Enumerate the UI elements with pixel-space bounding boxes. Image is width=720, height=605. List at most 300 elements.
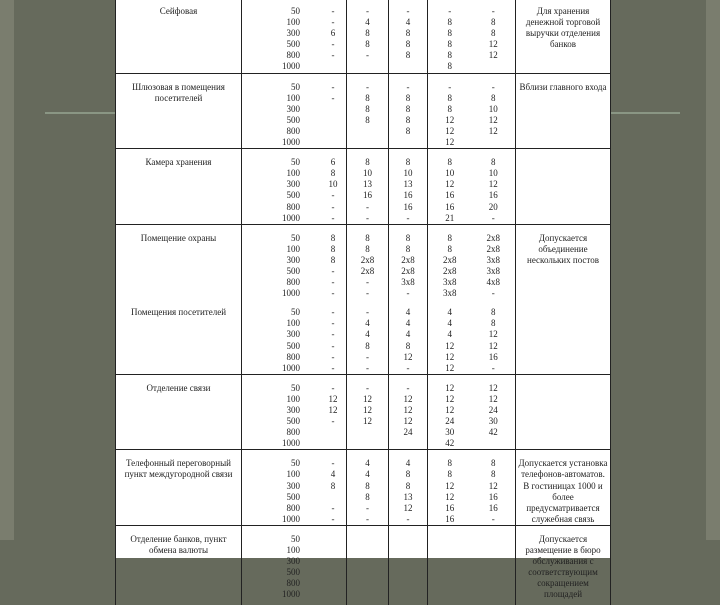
table-value: 21 [445, 212, 455, 223]
table-value: 8 [330, 254, 336, 265]
capacity-value: 1000 [282, 61, 300, 72]
table-value [472, 534, 516, 545]
table-value: 4 [365, 17, 370, 28]
table-value: - [331, 288, 335, 299]
table-value: - [406, 382, 410, 393]
table-value: 3x8 [443, 277, 457, 288]
table-value: - [331, 212, 335, 223]
table-value [320, 438, 346, 449]
table-value: 8 [447, 28, 452, 39]
table-value: 10 [488, 103, 498, 114]
table-row [116, 299, 611, 374]
table-value: 4x8 [486, 277, 500, 288]
note-cell [516, 299, 611, 374]
table-value [428, 545, 472, 556]
capacity-value: 100 [286, 393, 300, 404]
capacity-value: 50 [291, 533, 300, 544]
capacity-value: 500 [286, 265, 300, 276]
capacity-value: 100 [286, 469, 300, 480]
table-value: 12 [488, 382, 498, 393]
table-value: 16 [445, 513, 455, 524]
table-value: 8 [330, 232, 336, 243]
table-value [428, 567, 472, 578]
table-value: 30 [445, 427, 455, 438]
table-value: 12 [488, 39, 498, 50]
value-cell [428, 73, 516, 149]
table-value: - [331, 416, 335, 427]
premise-name: Шлюзовая в помещения посетителей [116, 73, 242, 149]
capacity-value: 1000 [282, 513, 300, 524]
table-value: 2x8 [486, 232, 500, 243]
table-value: 8 [447, 157, 452, 168]
table-value [347, 427, 388, 438]
capacity-value: 100 [286, 243, 300, 254]
table-value: 12 [488, 125, 498, 136]
table-row [116, 525, 611, 605]
table-value [347, 545, 388, 556]
table-value: - [331, 382, 335, 393]
table-value [472, 578, 516, 589]
table-value: 4 [447, 307, 452, 318]
table-value [389, 438, 427, 449]
table-value: 8 [405, 28, 411, 39]
value-cell [347, 525, 389, 605]
capacity-value: 800 [286, 277, 300, 288]
table-value: 8 [405, 92, 411, 103]
table-value: - [491, 6, 495, 16]
table-value [320, 492, 346, 503]
table-value: 12 [445, 114, 455, 125]
table-value: 2x8 [443, 265, 457, 276]
table-value: 8 [365, 114, 370, 125]
capacity-value: 500 [286, 567, 300, 578]
value-cell [428, 450, 516, 526]
table-value: 12 [403, 502, 413, 513]
note-cell [516, 374, 611, 450]
table-value [347, 534, 388, 545]
capacity-value: 50 [291, 157, 300, 168]
table-value: - [366, 351, 369, 362]
table-value: 10 [445, 168, 455, 179]
value-cell [347, 0, 389, 73]
table-sheet [115, 0, 610, 600]
table-value: 8 [405, 232, 411, 243]
capacity-value: 500 [286, 39, 300, 50]
table-value: 12 [488, 179, 498, 190]
table-value: 16 [488, 351, 498, 362]
table-value: 12 [363, 393, 372, 404]
table-value: 8 [365, 232, 370, 243]
table-value: - [491, 288, 495, 299]
table-value [320, 589, 346, 600]
table-value: 12 [445, 362, 455, 373]
table-value: 8 [405, 50, 411, 61]
value-cell [428, 224, 516, 299]
table-value: 4 [405, 17, 411, 28]
table-value: 13 [403, 491, 413, 502]
capacity-value: 50 [291, 382, 300, 393]
table-value: 12 [328, 393, 338, 404]
capacity-value: 100 [286, 17, 300, 28]
table-value [389, 567, 427, 578]
table-value: 8 [365, 28, 370, 39]
table-value: 10 [403, 168, 413, 179]
table-value: - [331, 277, 335, 288]
table-value: 8 [405, 103, 411, 114]
table-value: 16 [445, 190, 455, 201]
table-value: 12 [445, 405, 455, 415]
table-value: - [406, 6, 410, 16]
table-value: 12 [445, 125, 455, 136]
table-value [389, 545, 427, 556]
table-value: 2x8 [401, 254, 415, 265]
capacity-value: 1000 [282, 438, 300, 449]
table-value: - [331, 17, 335, 28]
table-value: 2x8 [443, 254, 457, 265]
table-value: 24 [445, 416, 455, 427]
table-value: 12 [488, 329, 498, 340]
table-value [347, 137, 388, 148]
table-value: - [331, 502, 335, 513]
table-value: - [331, 201, 335, 212]
table-value: 16 [488, 502, 498, 513]
table-value: 4 [405, 458, 411, 469]
table-value: 12 [363, 416, 372, 427]
value-cell [347, 450, 389, 526]
table-value [320, 567, 346, 578]
table-value: 4 [365, 458, 370, 469]
value-cell [347, 224, 389, 299]
table-value: - [406, 513, 410, 524]
table-value: - [491, 513, 495, 524]
table-value [320, 556, 346, 567]
table-value: 8 [405, 114, 411, 125]
table-value: 8 [330, 168, 336, 179]
table-value: - [331, 340, 335, 351]
table-value: 4 [447, 329, 452, 340]
table-value: 8 [491, 318, 496, 329]
table-value: 8 [447, 39, 452, 50]
capacity-value: 500 [286, 340, 300, 351]
value-cell [389, 0, 428, 73]
table-row [116, 0, 611, 73]
note-cell: Вблизи главного входа [516, 73, 611, 149]
table-value: 16 [445, 201, 455, 212]
premise-name: Камера хранения [116, 149, 242, 225]
capacity-value: 300 [286, 28, 300, 39]
capacity-cell [242, 224, 347, 299]
table-value [347, 556, 388, 567]
table-value: - [331, 81, 335, 92]
table-value: 8 [365, 243, 370, 254]
table-value: 8 [491, 92, 496, 103]
table-value: 12 [363, 405, 372, 415]
capacity-value: 50 [291, 232, 300, 243]
table-value: 4 [365, 318, 370, 329]
value-cell [389, 299, 428, 374]
value-cell [389, 224, 428, 299]
table-value: - [331, 458, 335, 469]
table-value [347, 61, 388, 72]
table-value: 8 [405, 480, 411, 491]
table-value [347, 567, 388, 578]
table-value: 4 [405, 307, 411, 318]
table-value: 12 [445, 179, 455, 190]
table-value [389, 137, 427, 148]
decorative-line-right [610, 112, 680, 114]
table-value: 42 [445, 438, 455, 449]
table-value: 10 [328, 179, 338, 190]
capacity-value: 500 [286, 114, 300, 125]
table-value: 2x8 [360, 254, 375, 265]
table-value [472, 61, 516, 72]
table-value [472, 556, 516, 567]
value-cell [428, 149, 516, 225]
table-value [389, 578, 427, 589]
capacity-value: 500 [286, 416, 300, 427]
table-value: 12 [403, 351, 413, 362]
table-value: - [406, 212, 410, 223]
table-value: 8 [491, 307, 496, 318]
table-value: - [406, 81, 410, 92]
table-value: 8 [491, 17, 496, 28]
value-cell [428, 0, 516, 73]
capacity-value: 1000 [282, 212, 300, 223]
table-row [116, 73, 611, 149]
table-value: - [366, 81, 369, 92]
capacity-value: 1000 [282, 137, 300, 148]
table-value: - [366, 288, 369, 299]
table-value: 10 [488, 168, 498, 179]
table-value: 8 [405, 39, 411, 50]
capacity-value: 500 [286, 491, 300, 502]
capacity-value: 1000 [282, 362, 300, 373]
table-value: 16 [363, 190, 372, 201]
capacity-value: 100 [286, 545, 300, 556]
capacity-value: 800 [286, 502, 300, 513]
table-value: 3x8 [401, 277, 415, 288]
table-value: 8 [491, 157, 496, 168]
table-value: - [366, 307, 369, 318]
value-cell [389, 374, 428, 450]
table-value: 24 [403, 427, 413, 438]
slide-frame-left [0, 0, 14, 540]
value-cell [389, 149, 428, 225]
capacity-value: 100 [286, 318, 300, 329]
table-value: 8 [447, 458, 452, 469]
table-value [320, 61, 346, 72]
table-row [116, 149, 611, 225]
table-value: - [331, 265, 335, 276]
table-value: 4 [405, 329, 411, 340]
table-value: 8 [447, 103, 452, 114]
table-value: 16 [488, 190, 498, 201]
table-value: 12 [488, 340, 498, 351]
note-cell [516, 149, 611, 225]
value-cell [347, 299, 389, 374]
table-value: - [331, 39, 335, 50]
table-value: - [491, 81, 495, 92]
capacity-cell [242, 525, 347, 605]
value-cell [428, 299, 516, 374]
table-value: 8 [330, 480, 336, 491]
table-value: - [366, 382, 369, 393]
table-value [472, 545, 516, 556]
table-value: 12 [403, 405, 413, 415]
table-value [320, 534, 346, 545]
table-value [389, 589, 427, 600]
capacity-value: 100 [286, 168, 300, 179]
slide-frame-right [706, 0, 720, 540]
table-value: 8 [405, 340, 411, 351]
table-value [428, 534, 472, 545]
table-value: - [331, 351, 335, 362]
table-value: 2x8 [360, 265, 375, 276]
table-value: 12 [445, 382, 455, 393]
decorative-line-left [45, 112, 115, 114]
table-value: 6 [330, 157, 336, 168]
table-value: 4 [447, 318, 452, 329]
capacity-value: 100 [286, 92, 300, 103]
table-value: - [331, 513, 335, 524]
table-value [428, 589, 472, 600]
table-value: 8 [365, 340, 370, 351]
table-value: 8 [365, 103, 370, 114]
table-value [472, 438, 516, 449]
value-cell [389, 525, 428, 605]
table-value: 8 [447, 243, 452, 254]
table-value: - [366, 6, 369, 16]
table-value [320, 545, 346, 556]
table-value: 12 [445, 137, 455, 148]
table-value: - [331, 92, 335, 103]
table-value: 12 [328, 405, 338, 415]
premise-name: Отделение банков, пункт обмена валюты [116, 525, 242, 605]
table-value [320, 104, 346, 115]
premises-area-table [115, 0, 611, 605]
table-value: - [366, 212, 369, 223]
capacity-value: 800 [286, 351, 300, 362]
capacity-value: 50 [291, 307, 300, 318]
capacity-value: 800 [286, 50, 300, 61]
table-value: 24 [488, 405, 498, 415]
table-value [347, 578, 388, 589]
table-value [389, 534, 427, 545]
table-value [389, 61, 427, 72]
table-value: 8 [491, 28, 496, 39]
table-value: 3x8 [486, 254, 500, 265]
table-value: 12 [445, 351, 455, 362]
table-value: - [331, 318, 335, 329]
table-row [116, 450, 611, 526]
note-cell: Допускается объединение нескольких постов [516, 224, 611, 299]
table-value: 16 [403, 201, 413, 212]
table-value: - [331, 6, 335, 16]
capacity-value: 1000 [282, 288, 300, 299]
note-cell: Для хранения денежной торговой выручки отделения банков [516, 0, 611, 73]
table-row [116, 224, 611, 299]
table-value: - [448, 81, 452, 92]
capacity-value: 50 [291, 458, 300, 469]
table-value: 2x8 [486, 243, 500, 254]
capacity-cell [242, 0, 347, 73]
table-value: 8 [405, 243, 411, 254]
table-value: 8 [447, 50, 452, 61]
capacity-value: 300 [286, 179, 300, 190]
capacity-cell [242, 73, 347, 149]
table-value [320, 115, 346, 126]
table-value: 12 [445, 340, 455, 351]
table-value [472, 137, 516, 148]
capacity-value: 800 [286, 427, 300, 438]
table-value: 8 [365, 480, 370, 491]
table-value: - [406, 288, 410, 299]
capacity-value: 300 [286, 329, 300, 340]
capacity-value: 500 [286, 190, 300, 201]
table-value [389, 556, 427, 567]
table-value: 13 [403, 179, 413, 190]
table-value: 8 [447, 469, 452, 480]
capacity-cell [242, 374, 347, 450]
table-value: 8 [365, 39, 370, 50]
capacity-value: 800 [286, 125, 300, 136]
table-value: 10 [363, 168, 372, 179]
capacity-value: 800 [286, 201, 300, 212]
table-value: 12 [488, 393, 498, 404]
capacity-value: 800 [286, 578, 300, 589]
table-value: 12 [403, 416, 413, 427]
table-value: 20 [488, 201, 498, 212]
table-value: - [491, 212, 495, 223]
table-value: 12 [445, 491, 455, 502]
table-value [320, 427, 346, 438]
premise-name: Отделение связи [116, 374, 242, 450]
table-value: - [406, 362, 410, 373]
value-cell [428, 525, 516, 605]
capacity-value: 300 [286, 480, 300, 491]
table-value [320, 578, 346, 589]
table-value: 8 [491, 458, 496, 469]
note-cell: Допускается размещение в бюро обслуживания с соответствующим сокращением площадей [516, 525, 611, 605]
value-cell [347, 374, 389, 450]
table-value: 8 [491, 469, 496, 480]
table-value: 12 [445, 393, 455, 404]
table-value [428, 556, 472, 567]
table-value: - [448, 6, 452, 16]
premise-name: Помещение охраны [116, 224, 242, 299]
note-cell: Допускается установка телефонов-автоматов. В гостиницах 1000 и более предусматривается служебная связь [516, 450, 611, 526]
table-value: 8 [447, 232, 452, 243]
table-value: 8 [365, 157, 370, 168]
table-value [347, 126, 388, 137]
capacity-value: 1000 [282, 589, 300, 600]
table-value: - [331, 329, 335, 340]
table-value: 13 [363, 179, 372, 190]
table-value: - [491, 362, 495, 373]
table-value: - [366, 50, 369, 61]
table-value: 6 [330, 28, 336, 39]
table-value [320, 126, 346, 137]
value-cell [428, 374, 516, 450]
capacity-value: 300 [286, 405, 300, 415]
table-value: 3x8 [486, 265, 500, 276]
table-value: 8 [405, 125, 411, 136]
table-value: 8 [405, 157, 411, 168]
table-value: - [331, 190, 335, 201]
capacity-cell [242, 450, 347, 526]
table-value: 3x8 [443, 288, 457, 299]
premise-name: Помещения посетителей [116, 299, 242, 374]
